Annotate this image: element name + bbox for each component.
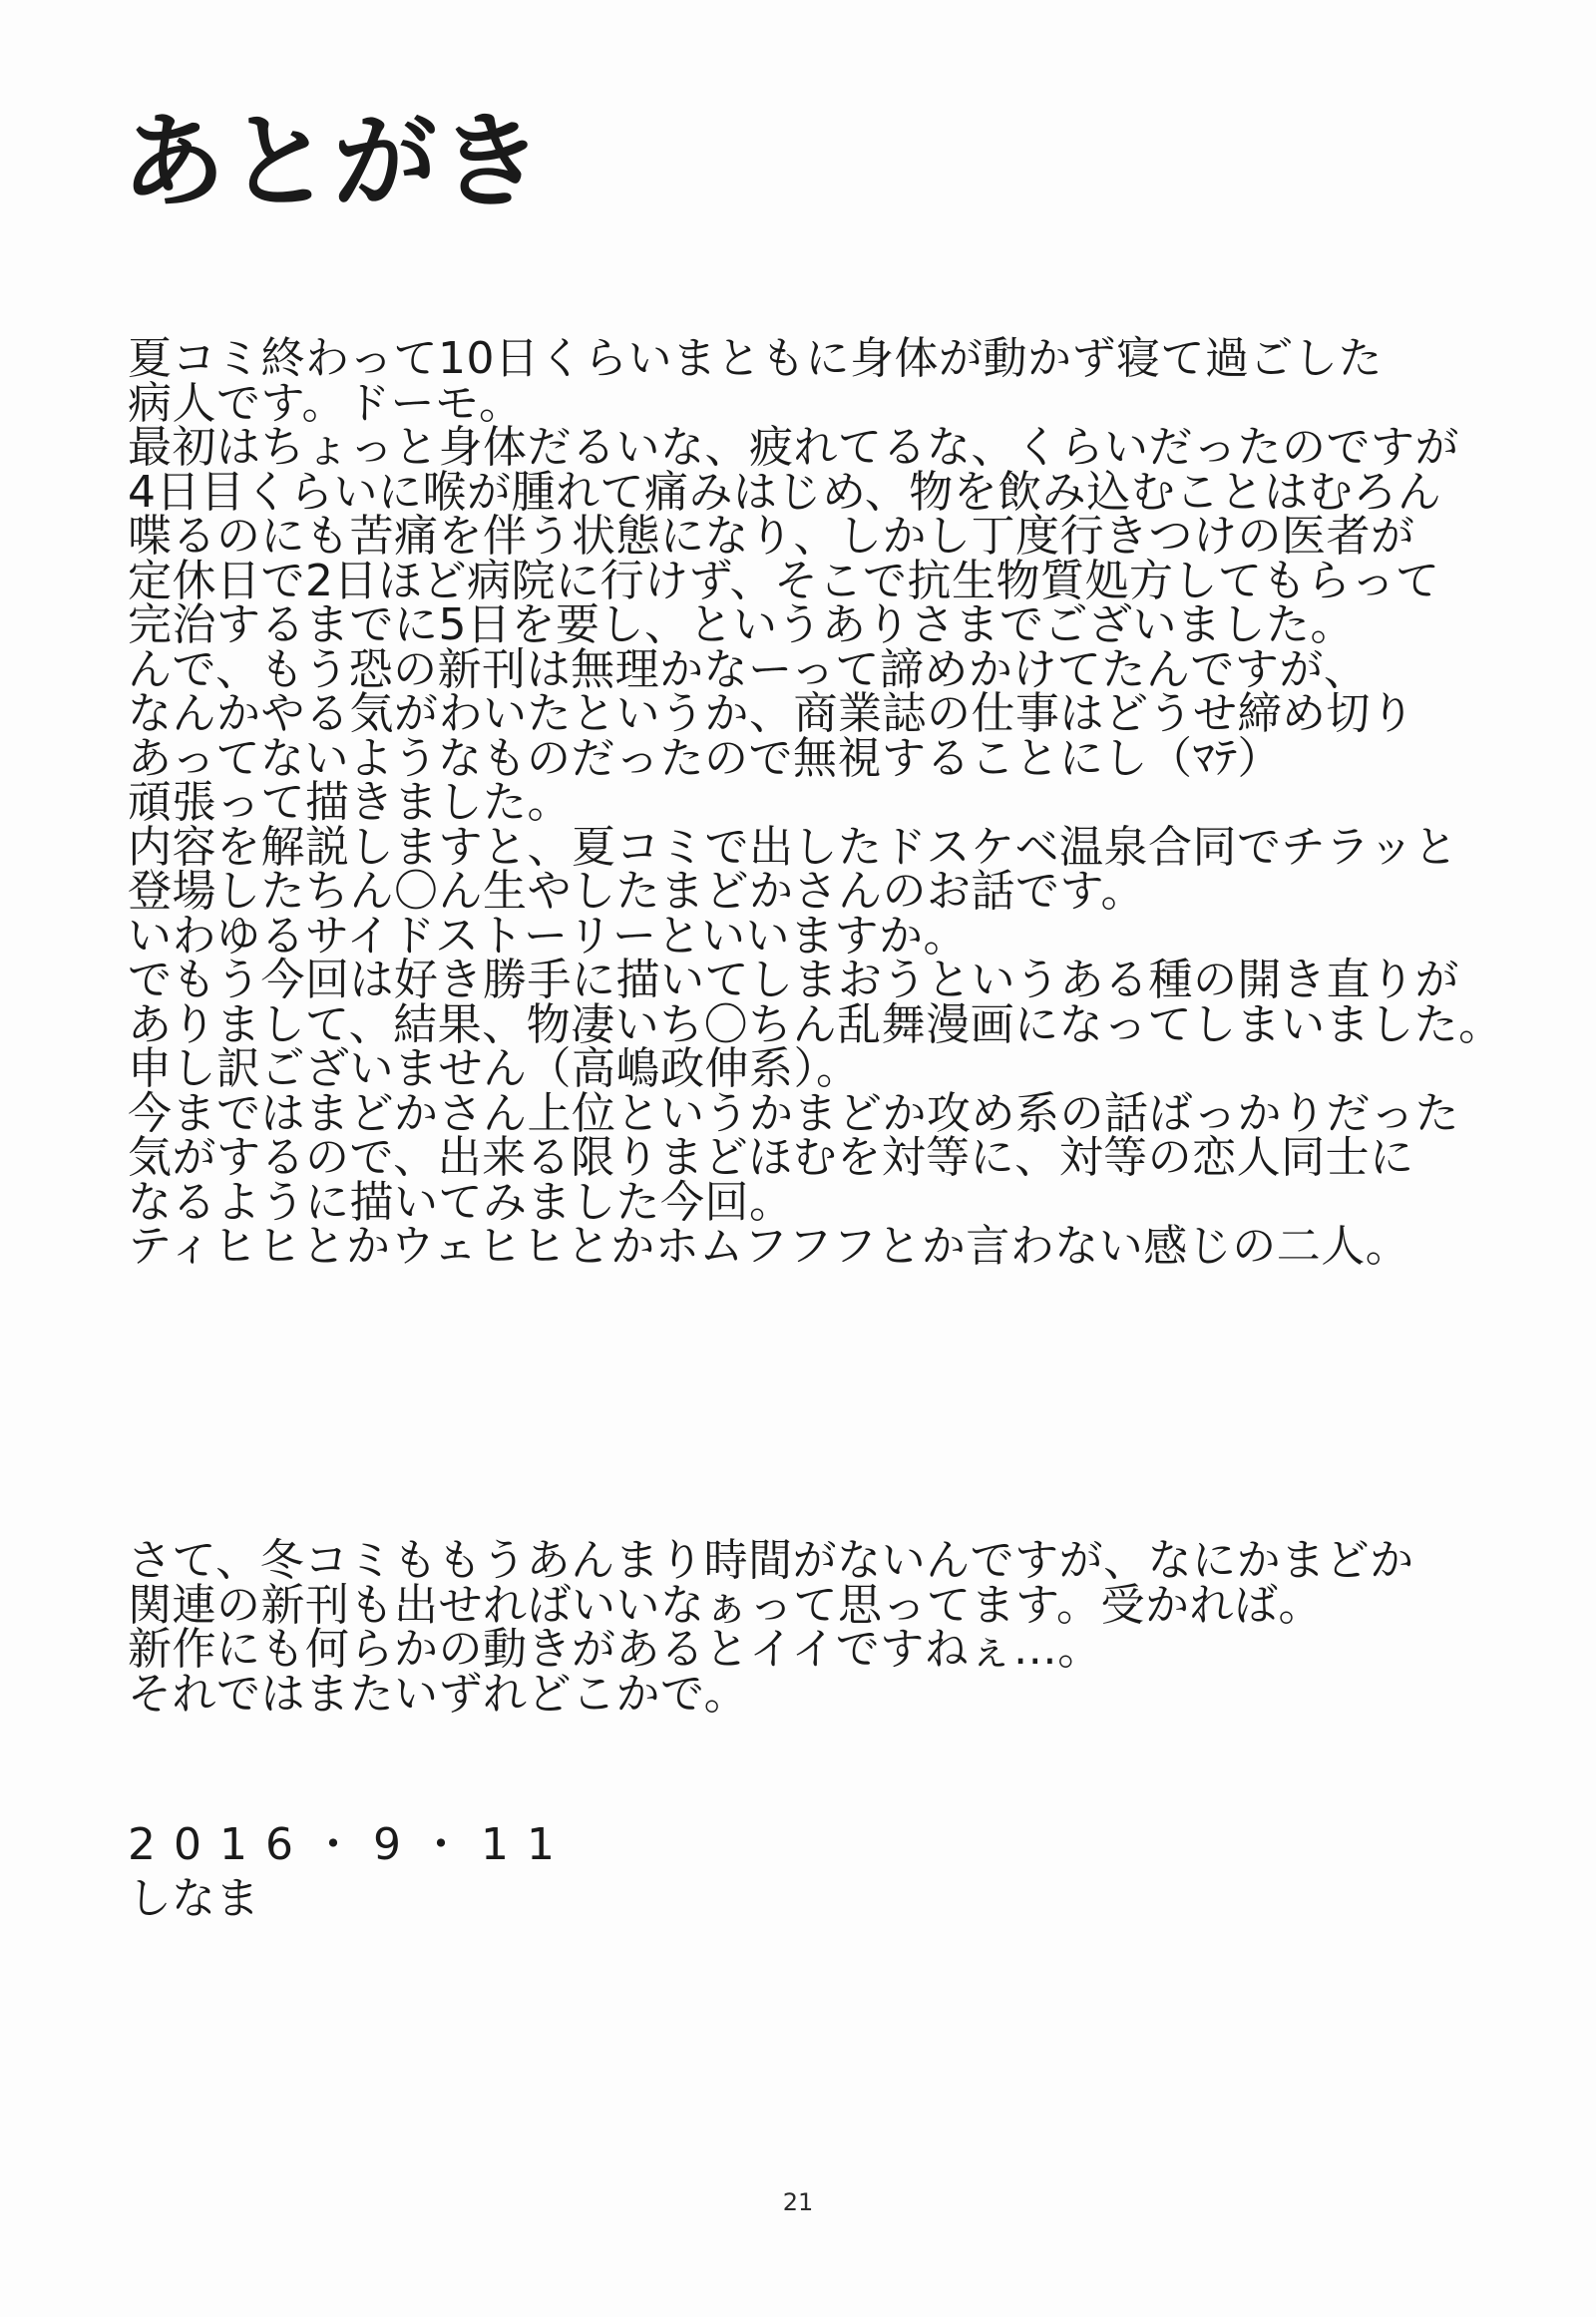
text-line: 気がするので、出来る限りまどほむを対等に、対等の恋人同士に	[128, 1132, 1414, 1183]
text-line: あってないようなものだったので無視することにし（ﾏﾃ）	[128, 732, 1283, 784]
page-title: あとがき	[122, 101, 546, 222]
author-signature: しなま	[128, 1873, 259, 1924]
text-line: なんかやる気がわいたというか、商業誌の仕事はどうせ締め切り	[128, 688, 1415, 739]
text-line: ティヒヒとかウェヒヒとかホムフフフとか言わない感じの二人。	[128, 1221, 1410, 1272]
text-line: 完治するまでに5日を要し、というありさまでございました。	[128, 599, 1355, 650]
text-line: 定休日で2日ほど病院に行けず、そこで抗生物質処方してもらって	[128, 555, 1440, 606]
text-line: ありまして、結果、物凄いち〇ちん乱舞漫画になってしまいました。	[128, 998, 1503, 1050]
page-number: 21	[782, 2188, 814, 2216]
text-line: 関連の新刊も出せればいいなぁって思ってます。受かれば。	[128, 1579, 1323, 1631]
text-line: 病人です。ドーモ。	[128, 377, 524, 429]
text-line: 登場したちん〇ん生やしたまどかさんのお話です。	[128, 866, 1145, 917]
text-line: でもう今回は好き勝手に描いてしまおうというある種の開き直りが	[128, 955, 1459, 1005]
text-line: それではまたいずれどこかで。	[128, 1668, 749, 1720]
text-line: 最初はちょっと身体だるいな、疲れてるな、くらいだったのですが	[128, 422, 1459, 473]
text-line: 新作にも何らかの動きがあるとイイですねぇ…。	[128, 1624, 1102, 1675]
text-line: さて、冬コミももうあんまり時間がないんですが、なにかまどか	[128, 1535, 1414, 1586]
text-line: 夏コミ終わって10日くらいまともに身体が動かず寝て過ごした	[128, 333, 1384, 384]
date: 2016・9・11	[128, 1819, 573, 1870]
text-line: んで、もう恐の新刊は無理かなーって諦めかけてたんですが、	[128, 643, 1369, 695]
afterword-body	[128, 333, 1504, 1272]
text-line: 内容を解説しますと、夏コミで出したドスケベ温泉合同でチラッと	[128, 821, 1458, 873]
text-line: なるように描いてみました今回。	[128, 1176, 794, 1228]
text-line: 喋るのにも苦痛を伴う状態になり、しかし丁度行きつけの医者が	[128, 511, 1415, 562]
closing-paragraph	[128, 1535, 1504, 1720]
text-line: 今まではまどかさん上位というかまどか攻め系の話ばっかりだった	[128, 1087, 1459, 1139]
text-line: 頑張って描きました。	[128, 777, 572, 828]
text-line: いわゆるサイドストーリーといいますか。	[128, 910, 968, 962]
text-line: 4日目くらいに喉が腫れて痛みはじめ、物を飲み込むことはむろん	[128, 466, 1442, 518]
signature-block	[128, 1819, 573, 1925]
text-line: 申し訳ございません（高嶋政伸系）。	[128, 1043, 861, 1094]
